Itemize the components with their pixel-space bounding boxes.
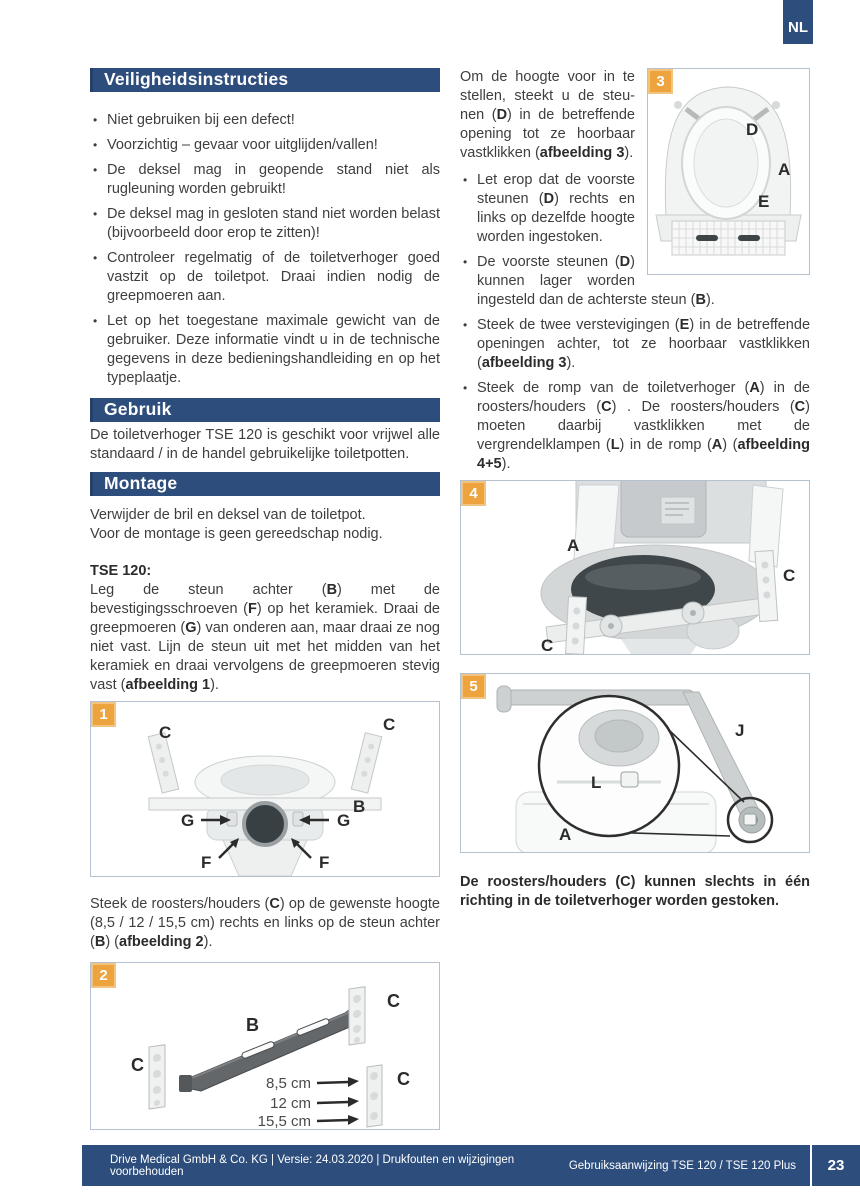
figure-4-label-c-right: C bbox=[783, 566, 796, 585]
figure-3-label-e: E bbox=[758, 192, 770, 211]
figure-2-label-c-bottom-right: C bbox=[397, 1069, 410, 1089]
figure-5-number: 5 bbox=[461, 674, 486, 699]
figure-1-label-b: B bbox=[353, 797, 366, 816]
footer-publisher-text: Drive Medical GmbH & Co. KG | Versie: 24.03.2020 | Drukfouten en wijzigingen voorbehouden bbox=[110, 1153, 515, 1178]
footer-document-title: Gebruiksaanwijzing TSE 120 / TSE 120 Plus bbox=[568, 1159, 796, 1172]
figure-1-label-c-left: C bbox=[159, 723, 172, 742]
safety-bullet: • De deksel mag in gesloten stand niet worden belast (bijvoorbeeld door erop te zitten)! bbox=[90, 205, 440, 243]
figure-2-label-c-left: C bbox=[131, 1055, 144, 1075]
left-column bbox=[90, 68, 440, 1130]
figure-5-illustration bbox=[461, 674, 809, 852]
page-footer bbox=[82, 1145, 860, 1186]
figure-1-label-f-right: F bbox=[319, 853, 330, 872]
montage-intro-line: Voor de montage is geen gereedschap nodig. bbox=[90, 526, 383, 542]
figure-2-height-2: 12 cm bbox=[270, 1095, 311, 1112]
montage-bullet: • Steek de romp van de toiletverhoger (A) in de roosters/houders (C) . De roosters/houders (C) moeten daarbij vastklikken met de vergrendelklampen (L) in de romp (A) (afbeelding 4+5). bbox=[460, 379, 810, 474]
safety-bullet: • Controleer regelmatig of de toiletverhoger goed vastzit op de toiletpot. Draai indien nodig de greepmoeren aan. bbox=[90, 249, 440, 306]
montage-bullet: • De voorste steunen (D) kunnen lager worden ingesteld dan de achterste steun (B). bbox=[460, 253, 810, 310]
figure-4-number: 4 bbox=[461, 481, 486, 506]
montage-bullet: • Steek de twee verstevigingen (E) in de betreffende openingen achter, tot ze hoorbaar vastklikken (afbeelding 3). bbox=[460, 316, 810, 373]
figure-1-label-f-left: F bbox=[201, 853, 212, 872]
language-badge: NL bbox=[783, 0, 813, 44]
section-heading-veiligheidsinstructies: Veiligheidsinstructies bbox=[90, 68, 440, 92]
figure-5 bbox=[460, 673, 810, 853]
page-number: 23 bbox=[827, 1157, 845, 1174]
montage-intro-line: Verwijder de bril en deksel van de toiletpot. bbox=[90, 507, 366, 523]
figure-2-illustration bbox=[91, 963, 439, 1129]
tse120-heading: TSE 120: bbox=[90, 563, 152, 579]
figure-1-label-g-left: G bbox=[181, 811, 195, 830]
step2-paragraph: Steek de roosters/houders (C) op de gewenste hoogte (8,5 / 12 / 15,5 cm) rechts en links op de steun achter (B) (afbeelding 2). bbox=[90, 896, 440, 950]
figure-2-label-c-top-right: C bbox=[387, 991, 400, 1011]
figure-3-label-d: D bbox=[746, 120, 759, 139]
figure-4-label-c-left: C bbox=[541, 636, 554, 654]
section-heading-gebruik: Gebruik bbox=[90, 398, 440, 422]
figure-5-label-l: L bbox=[591, 773, 602, 792]
figure-2 bbox=[90, 962, 440, 1130]
figure-1-label-c-right: C bbox=[383, 715, 396, 734]
montage-intro bbox=[90, 506, 440, 544]
figure-4-illustration bbox=[461, 481, 809, 654]
tse120-paragraph: Leg de steun achter (B) met de bevestigingsschroeven (F) op het keramiek. Draai de greepmoeren (G) van onderen aan, maar draai ze nog niet vast. Lijn de steun uit met het midden van het keramiek en draai vervolgens de greepmoeren stevig vast (afbeelding 1). bbox=[90, 582, 440, 693]
figure-1-illustration bbox=[91, 702, 439, 876]
safety-bullet: • Niet gebruiken bij een defect! bbox=[90, 111, 440, 130]
section-heading-montage: Montage bbox=[90, 472, 440, 496]
gebruik-paragraph: De toiletverhoger TSE 120 is geschikt voor vrijwel alle standaard / in de handel gebruikelijke toiletpotten. bbox=[90, 427, 440, 462]
figure-caption: De roosters/houders (C) kunnen slechts in één richting in de toiletverhoger worden gestoken. bbox=[460, 874, 810, 909]
figure-2-label-b: B bbox=[246, 1015, 259, 1035]
figure-2-number: 2 bbox=[91, 963, 116, 988]
safety-bullet: • De deksel mag in geopende stand niet als rugleuning worden gebruikt! bbox=[90, 161, 440, 199]
safety-bullet: • Let op het toegestane maximale gewicht van de gebruiker. Deze informatie vindt u in de technische gegevens in deze bedieningshandleiding en op het typeplaatje. bbox=[90, 312, 440, 388]
figure-4 bbox=[460, 480, 810, 655]
figure-3-label-a: A bbox=[778, 160, 791, 179]
right-column bbox=[460, 68, 810, 911]
figure-1 bbox=[90, 701, 440, 877]
hoogte-intro-paragraph: Om de hoogte voor in te stellen, steekt u de steunen (D) in de betreffende opening tot ze hoorbaar vastklikken (afbeelding 3). bbox=[460, 69, 635, 161]
figure-5-label-j: J bbox=[735, 721, 745, 740]
figure-5-label-a: A bbox=[559, 825, 572, 844]
figure-4-label-a: A bbox=[567, 536, 580, 555]
figure-2-height-1: 8,5 cm bbox=[265, 1075, 311, 1092]
montage-bullet: • Let erop dat de voorste steunen (D) rechts en links op dezelfde hoogte worden ingestoken. bbox=[460, 171, 810, 247]
figure-1-label-g-right: G bbox=[337, 811, 351, 830]
safety-bullet: • Voorzichtig – gevaar voor uitglijden/vallen! bbox=[90, 136, 440, 155]
figure-2-height-3: 15,5 cm bbox=[257, 1113, 311, 1129]
figure-1-number: 1 bbox=[91, 702, 116, 727]
figure-3-number: 3 bbox=[648, 69, 673, 94]
